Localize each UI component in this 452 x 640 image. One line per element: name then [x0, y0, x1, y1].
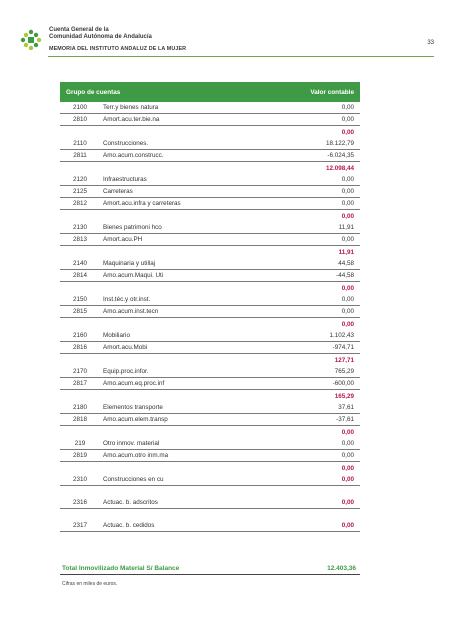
subtotal-value: 0,00	[341, 464, 354, 472]
table-row	[60, 138, 360, 150]
subtotal-row	[60, 354, 360, 366]
account-code: 2812	[72, 200, 87, 207]
total-value: 12.403,36	[327, 564, 356, 572]
table-header	[60, 82, 360, 102]
subtotal-row	[60, 390, 360, 402]
account-description: Amo.acum.elem.transp	[103, 416, 168, 423]
account-code: 2816	[72, 344, 87, 351]
total-row	[60, 562, 360, 575]
total-label: Total Inmovilizado Material S/ Balance	[62, 564, 180, 572]
account-value: 0,00	[341, 200, 354, 207]
table-row	[60, 497, 360, 509]
account-code: 2140	[72, 260, 87, 267]
account-code: 2110	[73, 140, 87, 147]
table-row	[60, 222, 360, 234]
account-value: 0,00	[341, 440, 354, 447]
account-code: 2811	[73, 152, 87, 159]
footnote: Cifras en miles de euros.	[62, 581, 118, 587]
column-header-group: Grupo de cuentas	[66, 88, 121, 96]
subtotal-row	[60, 282, 360, 294]
subtotal-value: 11,91	[338, 248, 354, 256]
table-row	[60, 294, 360, 306]
table-row	[60, 450, 360, 462]
account-code: 2817	[72, 380, 87, 387]
subtotal-value: 0,00	[341, 320, 354, 328]
account-code: 219	[74, 440, 86, 447]
table-row	[60, 378, 360, 390]
account-description: Otro inmov. material	[103, 440, 160, 447]
account-description: Mobiliario	[103, 332, 130, 339]
account-code: 2130	[72, 224, 87, 231]
account-code: 2317	[72, 522, 87, 529]
table-row	[60, 114, 360, 126]
table-row	[60, 438, 360, 450]
table-row	[60, 198, 360, 210]
account-description: Inst.téc.y otr.inst.	[103, 296, 151, 303]
account-value: 765,29	[334, 368, 354, 375]
account-code: 2150	[72, 296, 87, 303]
subtotal-value: 165,29	[334, 392, 354, 400]
account-description: Amort.acu.infra y carreteras	[103, 200, 181, 207]
account-description: Amo.acum.Maqui. Uti	[103, 272, 164, 279]
account-value: 1.102,43	[329, 332, 354, 339]
account-description: Maquinaria y utillaj	[103, 260, 156, 267]
subtotal-row	[60, 162, 360, 174]
account-code: 2818	[72, 416, 87, 423]
account-code: 2160	[72, 332, 87, 339]
account-description: Terr.y bienes natura	[103, 104, 159, 111]
table-body	[60, 102, 360, 532]
table-row	[60, 474, 360, 486]
account-value: -600,00	[332, 380, 354, 387]
account-value: -37,61	[336, 416, 354, 423]
subtotal-row	[60, 426, 360, 438]
header-title-line2: Comunidad Autónoma de Andalucía	[49, 34, 152, 40]
account-value: -974,71	[332, 344, 354, 351]
account-value: 0,00	[341, 476, 354, 483]
table-row	[60, 270, 360, 282]
subtotal-value: 0,00	[341, 284, 354, 292]
account-code: 2310	[72, 476, 87, 483]
account-value: 44,58	[338, 260, 354, 267]
subtotal-value: 0,00	[341, 128, 354, 136]
document-header	[18, 26, 434, 62]
table-row	[60, 330, 360, 342]
account-value: 0,00	[341, 308, 354, 315]
accounts-table	[60, 82, 360, 532]
account-code: 2170	[72, 368, 87, 375]
account-description: Elementos transporte	[103, 404, 163, 411]
account-description: Actuac. b. adscritos	[103, 499, 158, 506]
subtotal-row	[60, 210, 360, 222]
header-subtitle: MEMORIA DEL INSTITUTO ANDALUZ DE LA MUJER	[49, 46, 187, 52]
account-description: Construcciones en cu	[103, 476, 164, 483]
header-divider	[48, 56, 434, 57]
account-value: 0,00	[341, 104, 354, 111]
junta-andalucia-logo-icon	[18, 26, 44, 52]
account-value: 37,61	[338, 404, 354, 411]
account-description: Construcciones.	[103, 140, 149, 147]
account-code: 2316	[72, 499, 87, 506]
page-number: 33	[427, 40, 434, 46]
table-row	[60, 186, 360, 198]
account-value: 0,00	[341, 176, 354, 183]
table-row	[60, 306, 360, 318]
account-description: Amo.acum.otro inm.ma	[103, 452, 169, 459]
account-code: 2814	[72, 272, 87, 279]
subtotal-row	[60, 318, 360, 330]
account-description: Amort.acu.ter.bie.na	[103, 116, 160, 123]
account-code: 2813	[72, 236, 87, 243]
account-description: Carreteras	[103, 188, 133, 195]
account-value: 0,00	[341, 236, 354, 243]
table-row	[60, 342, 360, 354]
header-title-line1: Cuenta General de la	[49, 27, 109, 33]
account-description: Bienes patrimoni hco	[103, 224, 162, 231]
row-spacer	[60, 486, 360, 497]
account-description: Amort.acu.PH	[103, 236, 143, 243]
account-value: 18.122,79	[325, 140, 354, 147]
table-row	[60, 366, 360, 378]
table-row	[60, 520, 360, 532]
account-description: Amo.acum.inst.tecn	[103, 308, 159, 315]
account-description: Actuac. b. cedidos	[103, 522, 155, 529]
table-row	[60, 258, 360, 270]
account-value: 0,00	[341, 188, 354, 195]
account-value: -44,58	[336, 272, 354, 279]
account-description: Amo.acum.construcc.	[103, 152, 164, 159]
account-code: 2810	[72, 116, 87, 123]
subtotal-row	[60, 462, 360, 474]
subtotal-value: 127,71	[334, 356, 354, 364]
table-row	[60, 174, 360, 186]
table-row	[60, 414, 360, 426]
account-description: Equip.proc.infor.	[103, 368, 149, 375]
table-row	[60, 234, 360, 246]
account-value: 0,00	[341, 452, 354, 459]
subtotal-row	[60, 126, 360, 138]
account-value: 0,00	[341, 522, 354, 529]
row-spacer	[60, 509, 360, 520]
column-header-value: Valor contable	[310, 88, 354, 96]
account-code: 2180	[72, 404, 87, 411]
account-description: Infraestructuras	[103, 176, 147, 183]
account-value: 0,00	[341, 116, 354, 123]
subtotal-value: 0,00	[341, 212, 354, 220]
account-value: 0,00	[341, 499, 354, 506]
account-code: 2120	[72, 176, 87, 183]
table-row	[60, 150, 360, 162]
account-value: 0,00	[341, 296, 354, 303]
account-code: 2815	[72, 308, 87, 315]
subtotal-row	[60, 246, 360, 258]
subtotal-value: 0,00	[341, 428, 354, 436]
account-value: 11,91	[338, 224, 354, 231]
subtotal-value: 12.098,44	[325, 164, 354, 172]
account-description: Amort.acu.Mobi	[103, 344, 148, 351]
account-description: Amo.acum.eq.proc.inf	[103, 380, 165, 387]
table-row	[60, 102, 360, 114]
account-code: 2125	[72, 188, 87, 195]
table-row	[60, 402, 360, 414]
account-code: 2100	[72, 104, 87, 111]
account-value: -6.024,35	[327, 152, 354, 159]
account-code: 2819	[72, 452, 87, 459]
